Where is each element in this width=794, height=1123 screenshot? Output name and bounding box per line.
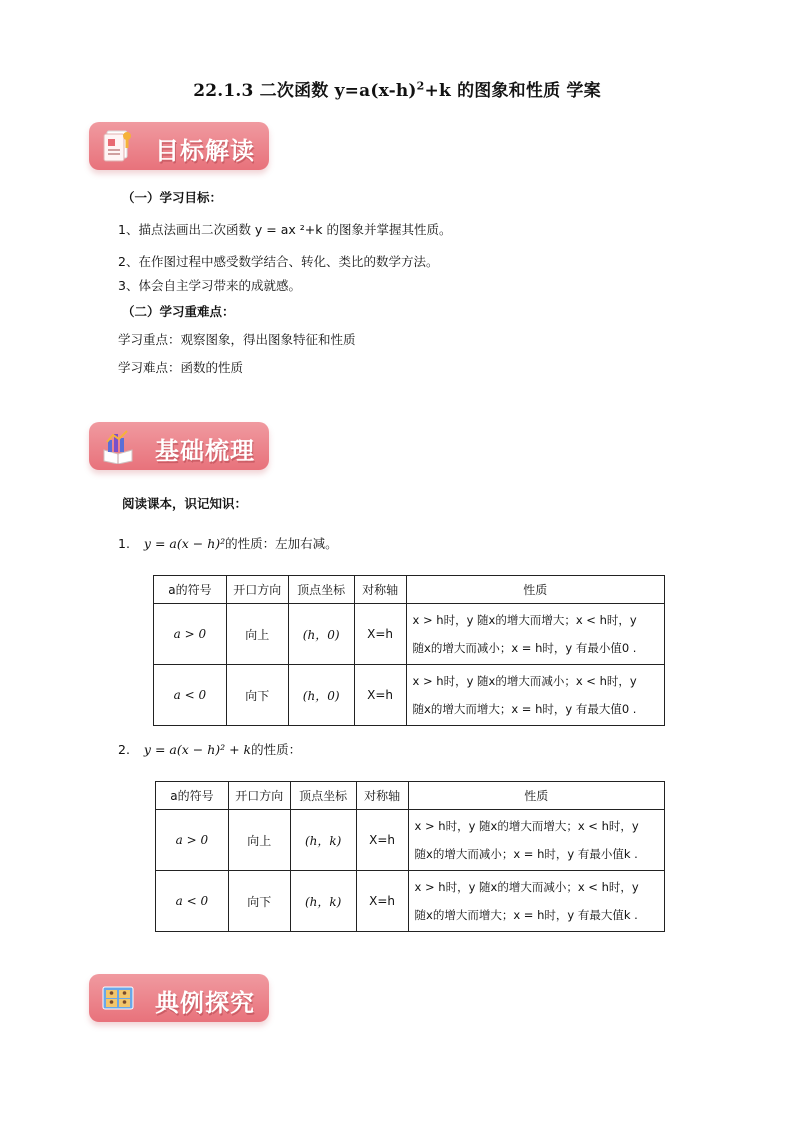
key-points-heading: （二）学习重难点： [122, 304, 235, 319]
properties-table-1 [153, 575, 665, 726]
property-line: 随x的增大而减小；x = h时，y 有最小值0 . [412, 641, 637, 655]
cell-direction: 向下 [228, 871, 290, 932]
property-line: x > h时，y 随x的增大而减小；x < h时，y [414, 880, 639, 894]
cell-sign: a > 0 [156, 810, 229, 871]
title-main: 22.1.3 二次函数 y=a(x-h) [193, 81, 417, 101]
cell-direction: 向上 [228, 810, 290, 871]
cell-axis: X=h [354, 665, 406, 726]
header-axis: 对称轴 [354, 576, 406, 604]
property-line: x > h时，y 随x的增大而增大；x < h时，y [412, 613, 637, 627]
title-superscript: 2 [416, 79, 425, 93]
goal-item-3: 3、体会自主学习带来的成就感。 [118, 278, 301, 293]
section-title-goals: 目标解读 [155, 137, 255, 165]
table-header-row [154, 576, 665, 604]
book-chart-icon [101, 428, 135, 464]
section-title-examples: 典例探究 [155, 989, 255, 1017]
cell-axis: X=h [354, 604, 406, 665]
header-sign: a的符号 [154, 576, 227, 604]
property-line: x > h时，y 随x的增大而增大；x < h时，y [414, 819, 639, 833]
header-direction: 开口方向 [228, 782, 290, 810]
property-line: 随x的增大而增大；x = h时，y 有最大值0 . [412, 702, 637, 716]
header-sign: a的符号 [156, 782, 229, 810]
property-item-1-number: 1. [118, 536, 130, 551]
page-title [0, 76, 794, 101]
cell-direction: 向上 [226, 604, 288, 665]
header-vertex: 顶点坐标 [290, 782, 356, 810]
cell-sign: a > 0 [154, 604, 227, 665]
table-row [154, 604, 665, 665]
table-row [156, 810, 665, 871]
title-tail: +k 的图象和性质 学案 [424, 81, 601, 101]
cell-vertex: (h，k) [290, 810, 356, 871]
cell-sign: a < 0 [156, 871, 229, 932]
learning-difficulty: 学习难点：函数的性质 [118, 360, 244, 375]
cell-direction: 向下 [226, 665, 288, 726]
learning-focus: 学习重点：观察图象，得出图象特征和性质 [118, 332, 356, 347]
goal-item-2: 2、在作图过程中感受数学结合、转化、类比的数学方法。 [118, 254, 439, 269]
formula-2: y = a(x − h)² + k [143, 742, 252, 757]
video-meeting-icon [101, 980, 135, 1016]
property-item-1-text: 的性质：左加右减。 [225, 536, 338, 551]
section-banner-examples [89, 974, 269, 1022]
header-vertex: 顶点坐标 [288, 576, 354, 604]
cell-property [406, 604, 664, 665]
table-row [156, 871, 665, 932]
table-header-row [156, 782, 665, 810]
goals-heading: （一）学习目标： [122, 190, 223, 205]
goal-item-1: 1、描点法画出二次函数 y = ax ²+k 的图象并掌握其性质。 [118, 222, 452, 237]
table-row [154, 665, 665, 726]
cell-axis: X=h [356, 871, 408, 932]
section-title-basics: 基础梳理 [155, 437, 255, 465]
property-item-1 [118, 534, 338, 552]
cell-vertex: (h，k) [290, 871, 356, 932]
header-property: 性质 [406, 576, 664, 604]
property-line: x > h时，y 随x的增大而减小；x < h时，y [412, 674, 637, 688]
cell-property [408, 871, 664, 932]
property-line: 随x的增大而减小；x = h时，y 有最小值k . [414, 847, 638, 861]
header-property: 性质 [408, 782, 664, 810]
formula-1: y = a(x − h)² [143, 536, 226, 551]
property-item-2 [118, 740, 301, 758]
reading-instruction: 阅读课本，识记知识： [122, 496, 248, 511]
property-line: 随x的增大而增大；x = h时，y 有最大值k . [414, 908, 638, 922]
cell-sign: a < 0 [154, 665, 227, 726]
property-item-2-text: 的性质： [251, 742, 302, 757]
header-direction: 开口方向 [226, 576, 288, 604]
cell-vertex: (h，0) [288, 604, 354, 665]
document-icon [101, 128, 135, 164]
property-item-2-number: 2. [118, 742, 130, 757]
cell-property [408, 810, 664, 871]
section-banner-goals [89, 122, 269, 170]
cell-vertex: (h，0) [288, 665, 354, 726]
cell-axis: X=h [356, 810, 408, 871]
properties-table-2 [155, 781, 665, 932]
cell-property [406, 665, 664, 726]
section-banner-basics [89, 422, 269, 470]
header-axis: 对称轴 [356, 782, 408, 810]
